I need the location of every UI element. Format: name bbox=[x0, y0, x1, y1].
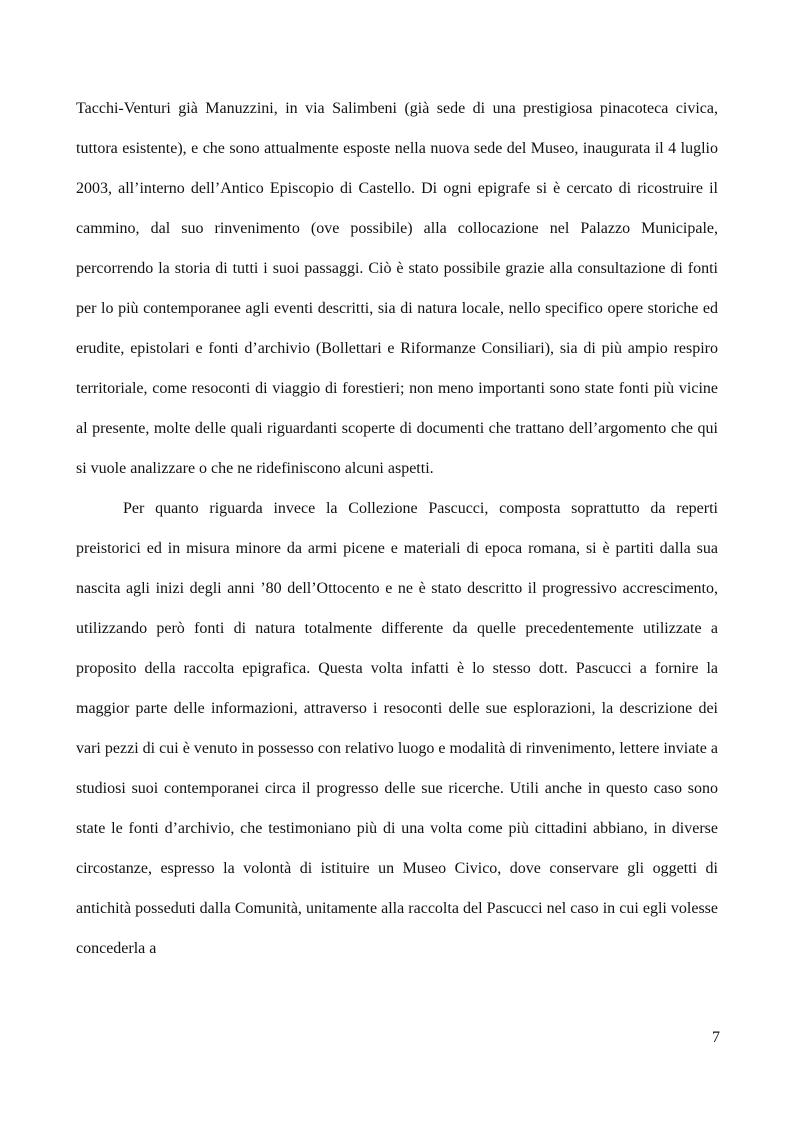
paragraph-continuation: Tacchi-Venturi già Manuzzini, in via Salimbeni (già sede di una prestigiosa pinacoteca civica, tuttora esistente), e che sono attualmente esposte nella nuova sede del Museo, inaugurata il 4 luglio 2003, all’interno dell’Antico Episcopio di Castello. Di ogni epigrafe si è cercato di ricostruire il cammino, dal suo rinvenimento (ove possibile) alla collocazione nel Palazzo Municipale, percorrendo la storia di tutti i suoi passaggi. Ciò è stato possibile grazie alla consultazione di fonti per lo più contemporanee agli eventi descritti, sia di natura locale, nello specifico opere storiche ed erudite, epistolari e fonti d’archivio (Bollettari e Riformanze Consiliari), sia di più ampio respiro territoriale, come resoconti di viaggio di forestieri; non meno importanti sono state fonti più vicine al presente, molte delle quali riguardanti scoperte di documenti che trattano dell’argomento che qui si vuole analizzare o che ne ridefiniscono alcuni aspetti. bbox=[76, 100, 718, 477]
page-number: 7 bbox=[712, 1029, 720, 1046]
body-text bbox=[76, 89, 718, 969]
paragraph-collezione-pascucci: Per quanto riguarda invece la Collezione Pascucci, composta soprattutto da reperti preistorici ed in misura minore da armi picene e materiali di epoca romana, si è partiti dalla sua nascita agli inizi degli anni ’80 dell’Ottocento e ne è stato descritto il progressivo accrescimento, utilizzando però fonti di natura totalmente differente da quelle precedentemente utilizzate a proposito della raccolta epigrafica. Questa volta infatti è lo stesso dott. Pascucci a fornire la maggior parte delle informazioni, attraverso i resoconti delle sue esplorazioni, la descrizione dei vari pezzi di cui è venuto in possesso con relativo luogo e modalità di rinvenimento, lettere inviate a studiosi suoi contemporanei circa il progresso delle sue ricerche. Utili anche in questo caso sono state le fonti d’archivio, che testimoniano più di una volta come più cittadini abbiano, in diverse circostanze, espresso la volontà di istituire un Museo Civico, dove conservare gli oggetti di antichità posseduti dalla Comunità, unitamente alla raccolta del Pascucci nel caso in cui egli volesse concederla a bbox=[76, 500, 718, 957]
